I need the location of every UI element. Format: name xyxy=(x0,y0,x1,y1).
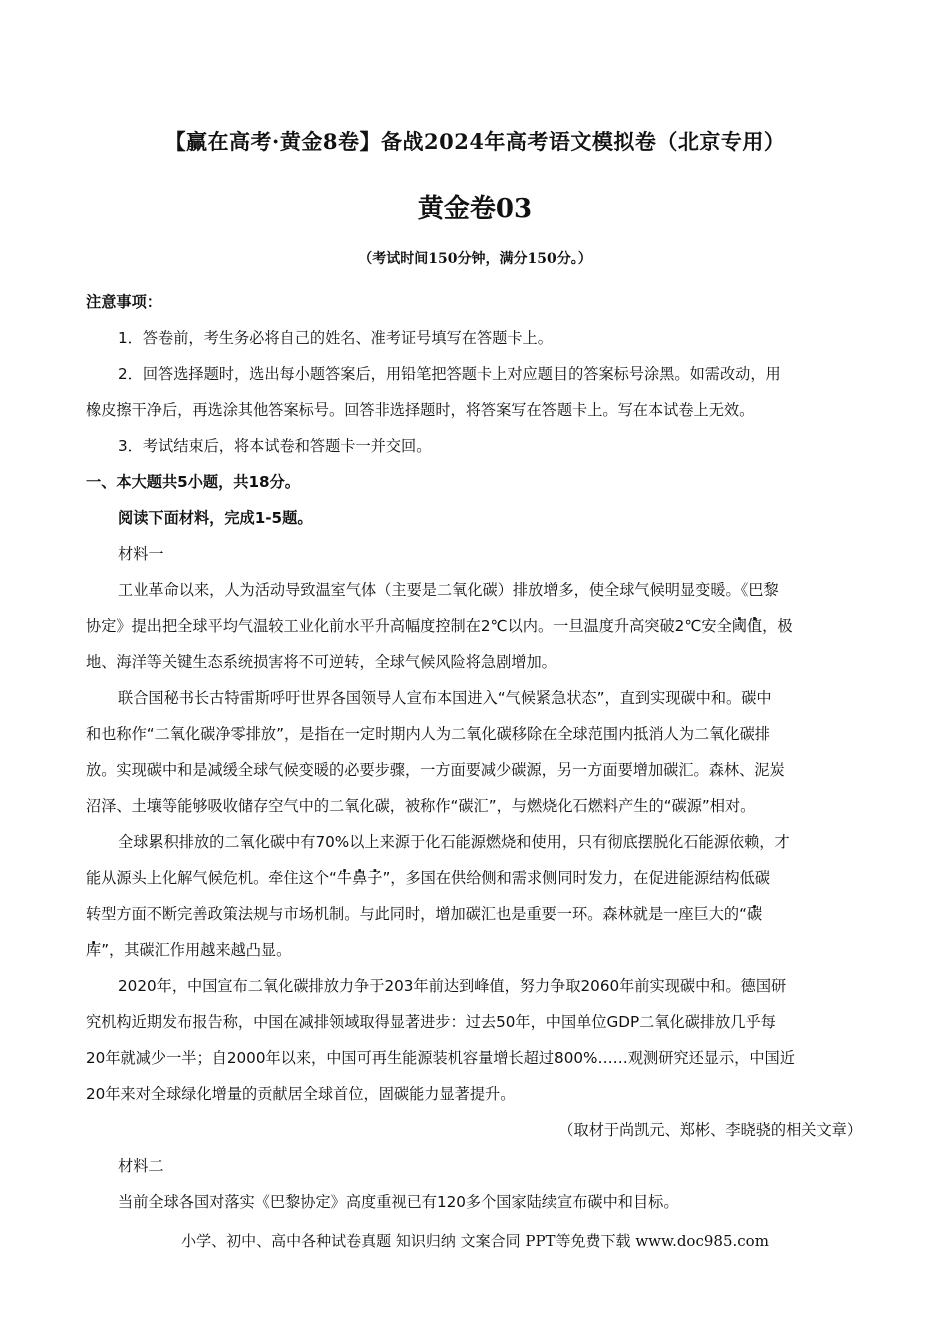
notice-item-3: 3．考试结束后，将本试卷和答题卡一并交回。 xyxy=(118,437,432,455)
notice-item-1: 1．答卷前，考生务必将自己的姓名、准考证号填写在答题卡上。 xyxy=(118,329,553,347)
material-1-p3-line-4 xyxy=(86,932,862,968)
material-1-label: 材料一 xyxy=(118,545,164,563)
section-instruction: 阅读下面材料，完成1-5题。 xyxy=(118,509,313,527)
material-1-p2-line-1: 联合国秘书长古特雷斯呼吁世界各国领导人宣布本国进入“气候紧急状态”，直到实现碳中和。碳中 xyxy=(118,689,772,707)
material-1-p4-line-3: 20年就减少一半；自2000年以来，中国可再生能源装机容量增长超过800%……观测研究还显示，中国近 xyxy=(86,1049,795,1067)
emphasis-char: 子 xyxy=(367,869,383,887)
notice-heading: 注意事项： xyxy=(86,293,162,311)
page-title: 【赢在高考·黄金8卷】备战2024年高考语文模拟卷（北京专用） xyxy=(164,129,786,154)
emphasis-char: 值 xyxy=(746,617,763,635)
emphasis-char: 库 xyxy=(86,941,102,959)
material-1-p1-line-3: 地、海洋等关键生态系统损害将不可逆转，全球气候风险将急剧增加。 xyxy=(86,653,557,671)
emphasis-char: 牛 xyxy=(336,869,353,887)
material-1-p2-line-2: 和也称作“二氧化碳净零排放”，是指在一定时期内人为二氧化碳移除在全球范围内抵消人为二氧化碳排 xyxy=(86,725,770,743)
paper-subtitle: 黄金卷03 xyxy=(417,194,533,224)
emphasis-char: 碳 xyxy=(746,905,763,923)
text-run: ”，多国在供给侧和需求侧同时发力，在促进能源结构低碳 xyxy=(382,869,770,887)
exam-info: （考试时间150分钟，满分150分。） xyxy=(358,251,592,267)
material-1-p1-line-1: 工业革命以来，人为活动导致温室气体（主要是二氧化碳）排放增多，使全球气候明显变暖。《巴黎 xyxy=(118,581,779,599)
text-run: ，极 xyxy=(762,617,793,635)
material-2-label: 材料二 xyxy=(118,1157,164,1175)
material-1-p4-line-1: 2020年，中国宣布二氧化碳排放力争于203年前达到峰值，努力争取2060年前实现碳中和。德国研 xyxy=(118,977,787,995)
footer-banner: 小学、初中、高中各种试卷真题 知识归纳 文案合同 PPT等免费下载 www.doc985.com xyxy=(181,1232,769,1250)
text-run: ”，其碳汇作用越来越凸显。 xyxy=(101,941,292,959)
material-1-p2-line-3: 放。实现碳中和是减缓全球气候变暖的必要步骤，一方面要减少碳源，另一方面要增加碳汇。森林、泥炭 xyxy=(86,761,785,779)
material-1-p4-line-2: 究机构近期发布报告称，中国在减排领域取得显著进步：过去50年，中国单位GDP二氧化碳排放几乎每 xyxy=(86,1013,776,1031)
material-1-source: （取材于尚凯元、郑彬、李晓骁的相关文章） xyxy=(558,1121,862,1139)
notice-item-2-line-2: 橡皮擦干净后，再选涂其他答案标号。回答非选择题时，将答案写在答题卡上。写在本试卷上无效。 xyxy=(86,401,755,419)
material-1-p3-line-3 xyxy=(86,896,862,932)
material-1-p2-line-4: 沼泽、土壤等能够吸收储存空气中的二氧化碳，被称作“碳汇”，与燃烧化石燃料产生的“碳源”相对。 xyxy=(86,797,756,815)
material-1-p3-line-2 xyxy=(86,860,862,896)
text-run: 协定》提出把全球平均气温较工业化前水平升高幅度控制在2℃以内。一旦温度升高突破2℃安全 xyxy=(86,617,732,635)
material-1-p4-line-4: 20年来对全球绿化增量的贡献居全球首位，固碳能力显著提升。 xyxy=(86,1085,516,1103)
notice-item-2-line-1: 2．回答选择题时，选出每小题答案后，用铅笔把答题卡上对应题目的答案标号涂黑。如需改动，用 xyxy=(118,365,781,383)
material-1-p3-line-1: 全球累积排放的二氧化碳中有70%以上来源于化石能源燃烧和使用，只有彻底摆脱化石能源依赖，才 xyxy=(118,833,790,851)
emphasis-char: 阈 xyxy=(731,617,747,635)
material-2-line-1: 当前全球各国对落实《巴黎协定》高度重视已有120多个国家陆续宣布碳中和目标。 xyxy=(118,1193,679,1211)
section-heading: 一、本大题共5小题，共18分。 xyxy=(86,473,300,491)
exam-content xyxy=(86,284,862,1220)
text-run: 能从源头上化解气候危机。牵住这个“ xyxy=(86,869,337,887)
material-1-p1-line-2 xyxy=(86,608,862,644)
text-run: 转型方面不断完善政策法规与市场机制。与此同时，增加碳汇也是重要一环。森林就是一座巨大的“ xyxy=(86,905,747,923)
emphasis-char: 鼻 xyxy=(352,869,368,887)
